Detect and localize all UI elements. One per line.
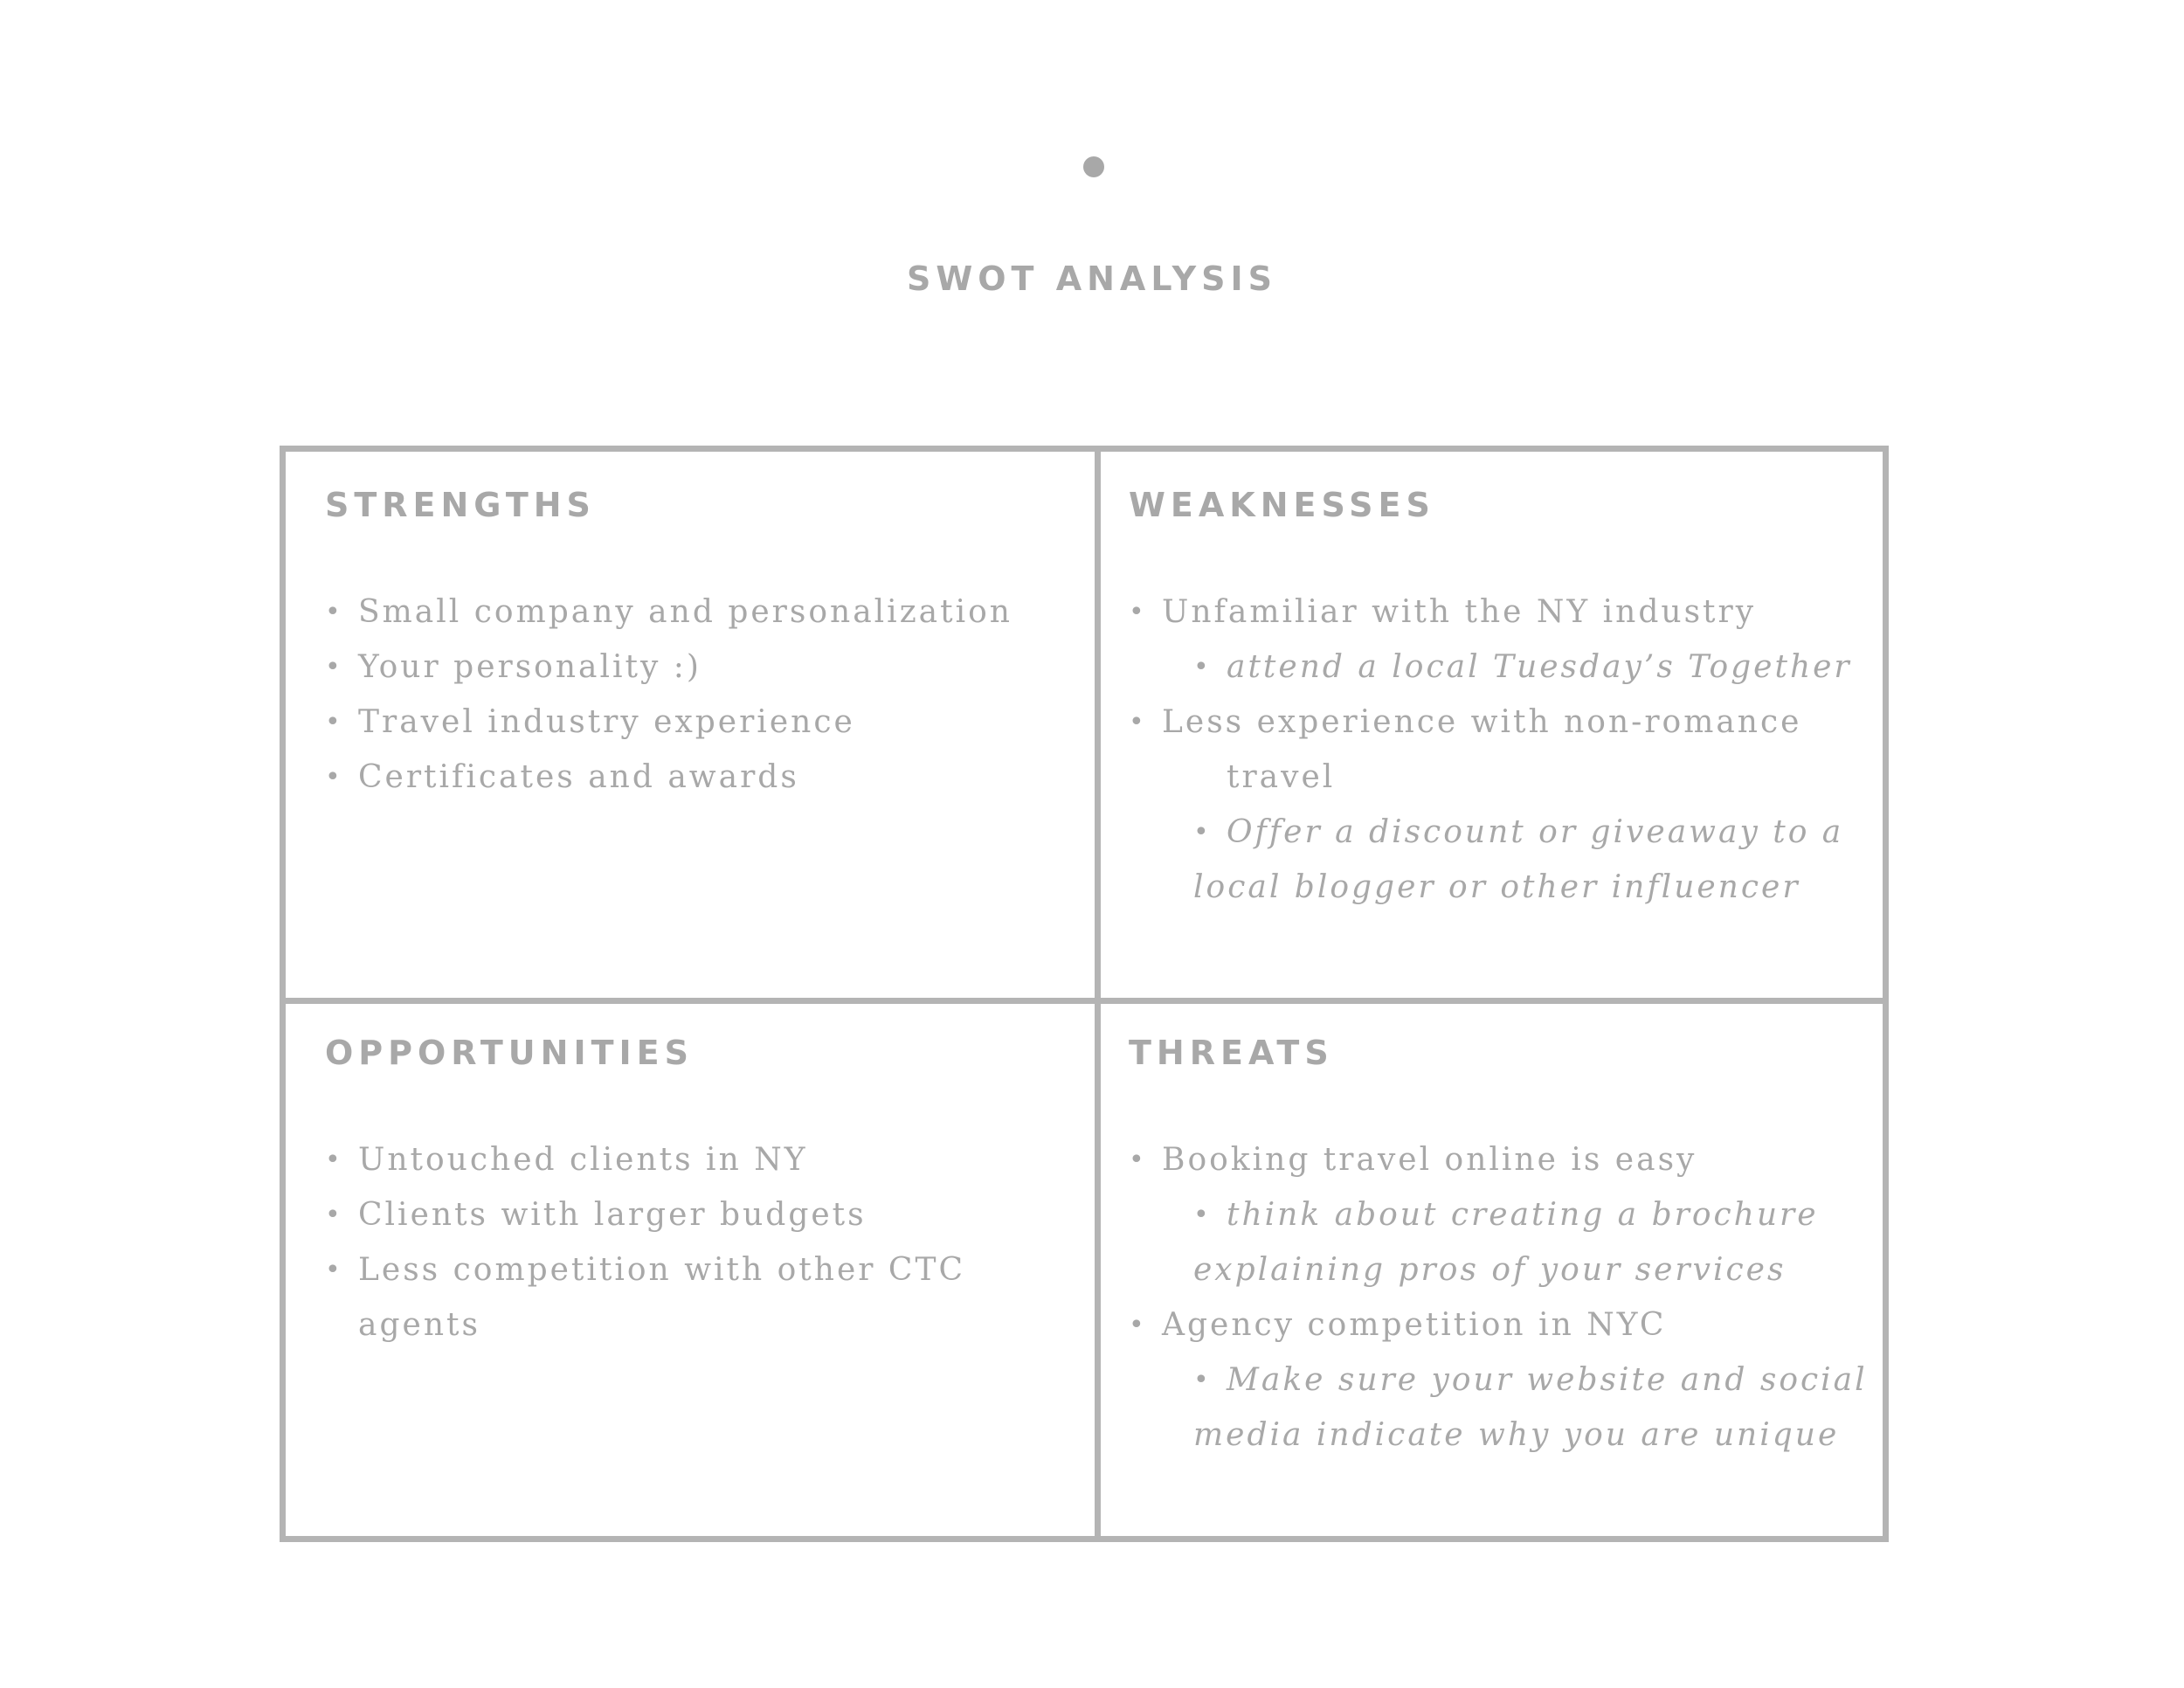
weaknesses-list: [1129, 585, 1880, 915]
threats-quadrant: [1129, 1036, 1880, 1463]
grid-vertical-divider: [1095, 452, 1101, 1536]
list-subitem-line: local blogger or other influencer: [1193, 869, 1800, 905]
threats-list: [1129, 1132, 1880, 1463]
threats-heading: THREATS: [1129, 1034, 1334, 1072]
list-item: [1129, 695, 1880, 805]
opportunities-heading: OPPORTUNITIES: [325, 1034, 694, 1072]
list-subitem: [1129, 1187, 1880, 1297]
swot-grid: [280, 446, 1889, 1542]
list-item: • Untouched clients in NY: [325, 1132, 1076, 1187]
list-item: • Less competition with other CTC agents: [325, 1242, 1076, 1352]
list-subitem: [1129, 1352, 1880, 1463]
list-item: • Your personality :): [325, 640, 1076, 695]
list-subitem-line: think about creating a brochure: [1227, 1197, 1819, 1233]
strengths-heading: STRENGTHS: [325, 486, 596, 524]
list-item: • Small company and personalization: [325, 585, 1076, 640]
weaknesses-quadrant: [1129, 488, 1880, 915]
list-subitem-line: Make sure your website and social: [1227, 1362, 1868, 1398]
list-item: • Unfamiliar with the NY industry: [1129, 585, 1880, 640]
list-subitem-line: explaining pros of your services: [1193, 1252, 1787, 1288]
opportunities-list: [325, 1132, 1076, 1352]
list-subitem: • attend a local Tuesday’s Together: [1129, 640, 1880, 695]
grid-horizontal-divider: [286, 998, 1883, 1004]
strengths-list: [325, 585, 1076, 805]
list-subitem-line: Offer a discount or giveaway to a: [1227, 814, 1844, 850]
list-item-line: Less experience with non-romance: [1162, 704, 1802, 740]
list-item: • Agency competition in NYC: [1129, 1297, 1880, 1352]
page-title: SWOT ANALYSIS: [906, 259, 1278, 298]
list-subitem: [1129, 805, 1880, 915]
list-item: • Travel industry experience: [325, 695, 1076, 750]
weaknesses-heading: WEAKNESSES: [1129, 486, 1435, 524]
list-item: • Certificates and awards: [325, 750, 1076, 805]
list-item: • Clients with larger budgets: [325, 1187, 1076, 1242]
strengths-quadrant: [325, 488, 1076, 805]
list-item-line: travel: [1227, 759, 1336, 795]
list-subitem-line: media indicate why you are unique: [1193, 1417, 1840, 1453]
opportunities-quadrant: [325, 1036, 1076, 1352]
list-item: • Booking travel online is easy: [1129, 1132, 1880, 1187]
decorative-dot: [1083, 156, 1104, 177]
